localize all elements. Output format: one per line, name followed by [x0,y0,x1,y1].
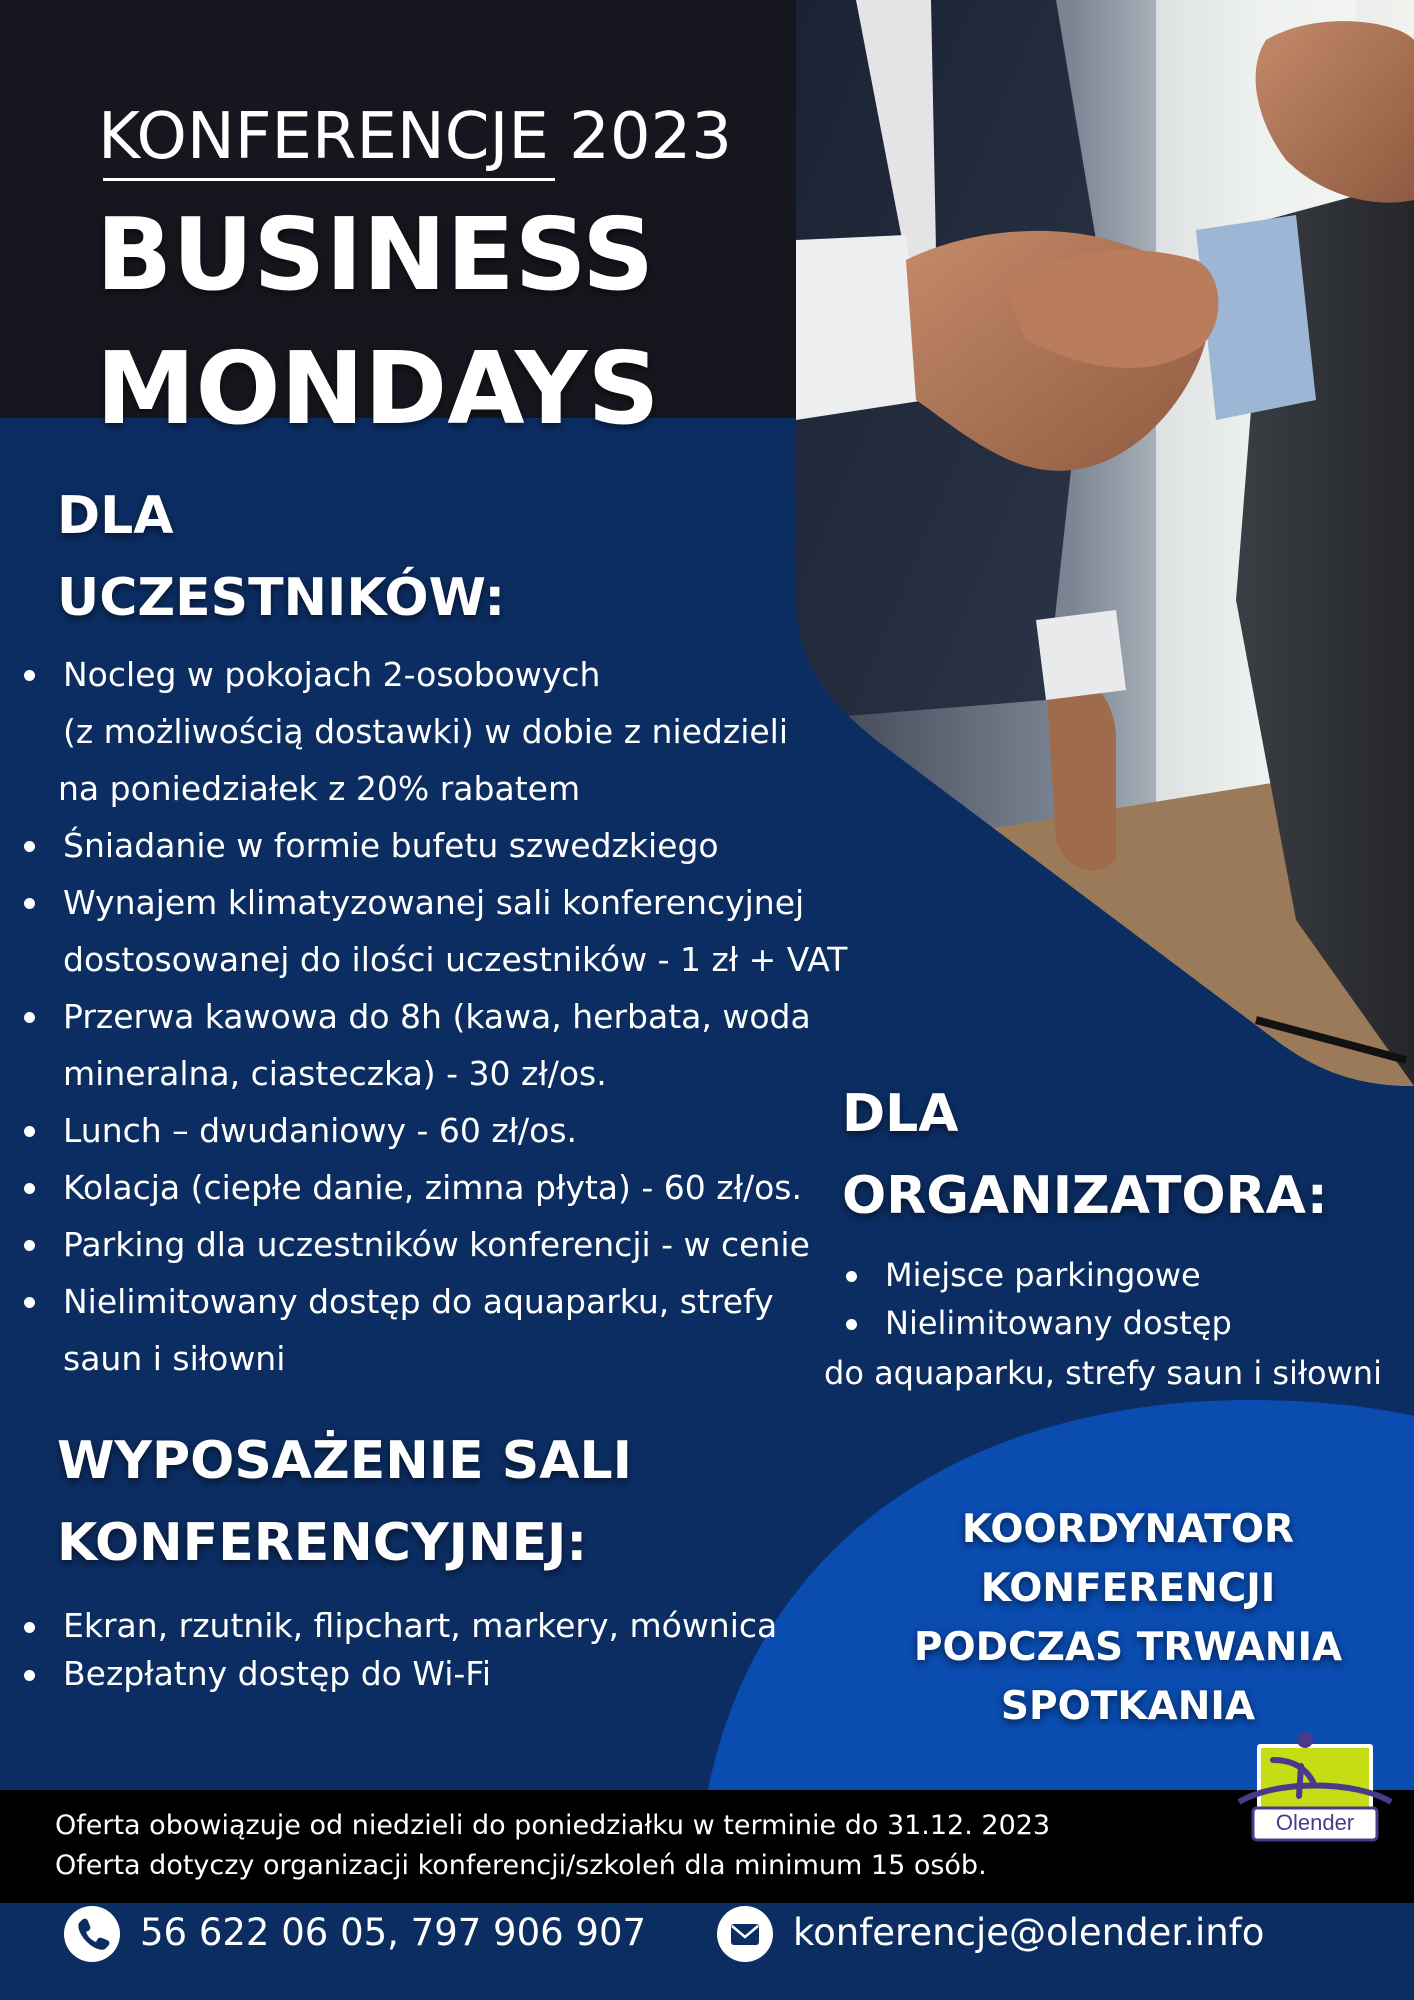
list-item-line: saun i siłowni [63,1339,286,1378]
organizer-list [846,1251,1232,1347]
list-item [24,874,847,988]
list-item-line: Kolacja (ciepłe danie, zimna płyta) - 60 zł/os. [63,1168,802,1207]
list-item: Miejsce parkingowe [846,1251,1232,1299]
list-item [24,817,847,874]
email-address[interactable]: konferencje@olender.info [793,1911,1265,1954]
coordinator-line: SPOTKANIA [1000,1684,1256,1729]
list-item-line: Lunch – dwudaniowy - 60 zł/os. [63,1111,578,1150]
list-item-line: dostosowanej do ilości uczestników - 1 zł + VAT [63,940,848,979]
title-mondays: MONDAYS [96,330,660,447]
conference-underline [103,178,555,181]
list-item: Bezpłatny dostęp do Wi-Fi [24,1650,777,1698]
envelope-icon [717,1906,773,1962]
organizer-list-continuation: do aquaparku, strefy saun i siłowni [824,1354,1382,1392]
coordinator-line: KOORDYNATOR [961,1507,1295,1552]
equipment-heading-line2: KONFERENCYJNEJ: [57,1513,588,1573]
equipment-heading [57,1420,632,1584]
list-item: Ekran, rzutnik, flipchart, markery, mównica [24,1602,777,1650]
list-item: Nielimitowany dostęp [846,1299,1232,1347]
list-item [24,988,847,1102]
list-item-line: Śniadanie w formie bufetu szwedzkiego [63,826,719,865]
list-item-line: Wynajem klimatyzowanej sali konferencyjnej [63,883,805,922]
title-business: BUSINESS [96,196,655,313]
coordinator-line: PODCZAS TRWANIA [913,1625,1343,1670]
coordinator-line: KONFERENCJI [980,1566,1276,1611]
conference-year-heading: KONFERENCJE 2023 [98,100,732,174]
participants-list [24,646,847,1387]
list-item [24,1102,847,1159]
list-item [24,1159,847,1216]
list-item [24,646,847,817]
list-item-line: mineralna, ciasteczka) - 30 zł/os. [63,1054,607,1093]
offer-line: Oferta obowiązuje od niedzieli do poniedziałku w terminie do 31.12. 2023 [55,1810,1051,1841]
equipment-list [24,1602,777,1698]
participants-heading-line2: UCZESTNIKÓW: [57,568,506,628]
phone-icon [64,1906,120,1962]
organizer-heading [842,1073,1328,1237]
list-item-line: Nocleg w pokojach 2-osobowych [63,655,601,694]
offer-text [55,1806,1050,1886]
list-item [24,1273,847,1387]
offer-line: Oferta dotyczy organizacji konferencji/szkoleń dla minimum 15 osób. [55,1850,987,1881]
participants-heading [57,475,505,639]
list-item-line: (z możliwością dostawki) w dobie z niedzieli [63,712,789,751]
list-item-line: Przerwa kawowa do 8h (kawa, herbata, woda [63,997,811,1036]
organizer-heading-line1: DLA [842,1084,959,1144]
participants-heading-line1: DLA [57,486,174,546]
equipment-heading-line1: WYPOSAŻENIE SALI [57,1431,632,1491]
organizer-heading-line2: ORGANIZATORA: [842,1166,1328,1226]
list-item-line: Parking dla uczestników konferencji - w cenie [63,1225,810,1264]
phone-numbers[interactable]: 56 622 06 05, 797 906 907 [140,1911,647,1954]
list-item-line: na poniedziałek z 20% rabatem [58,769,581,808]
olender-logo-text: Olender [1275,1810,1355,1835]
coordinator-callout [880,1500,1376,1736]
list-item-line: Nielimitowany dostęp do aquaparku, strefy [63,1282,774,1321]
olender-logo [1235,1730,1395,1846]
list-item [24,1216,847,1273]
